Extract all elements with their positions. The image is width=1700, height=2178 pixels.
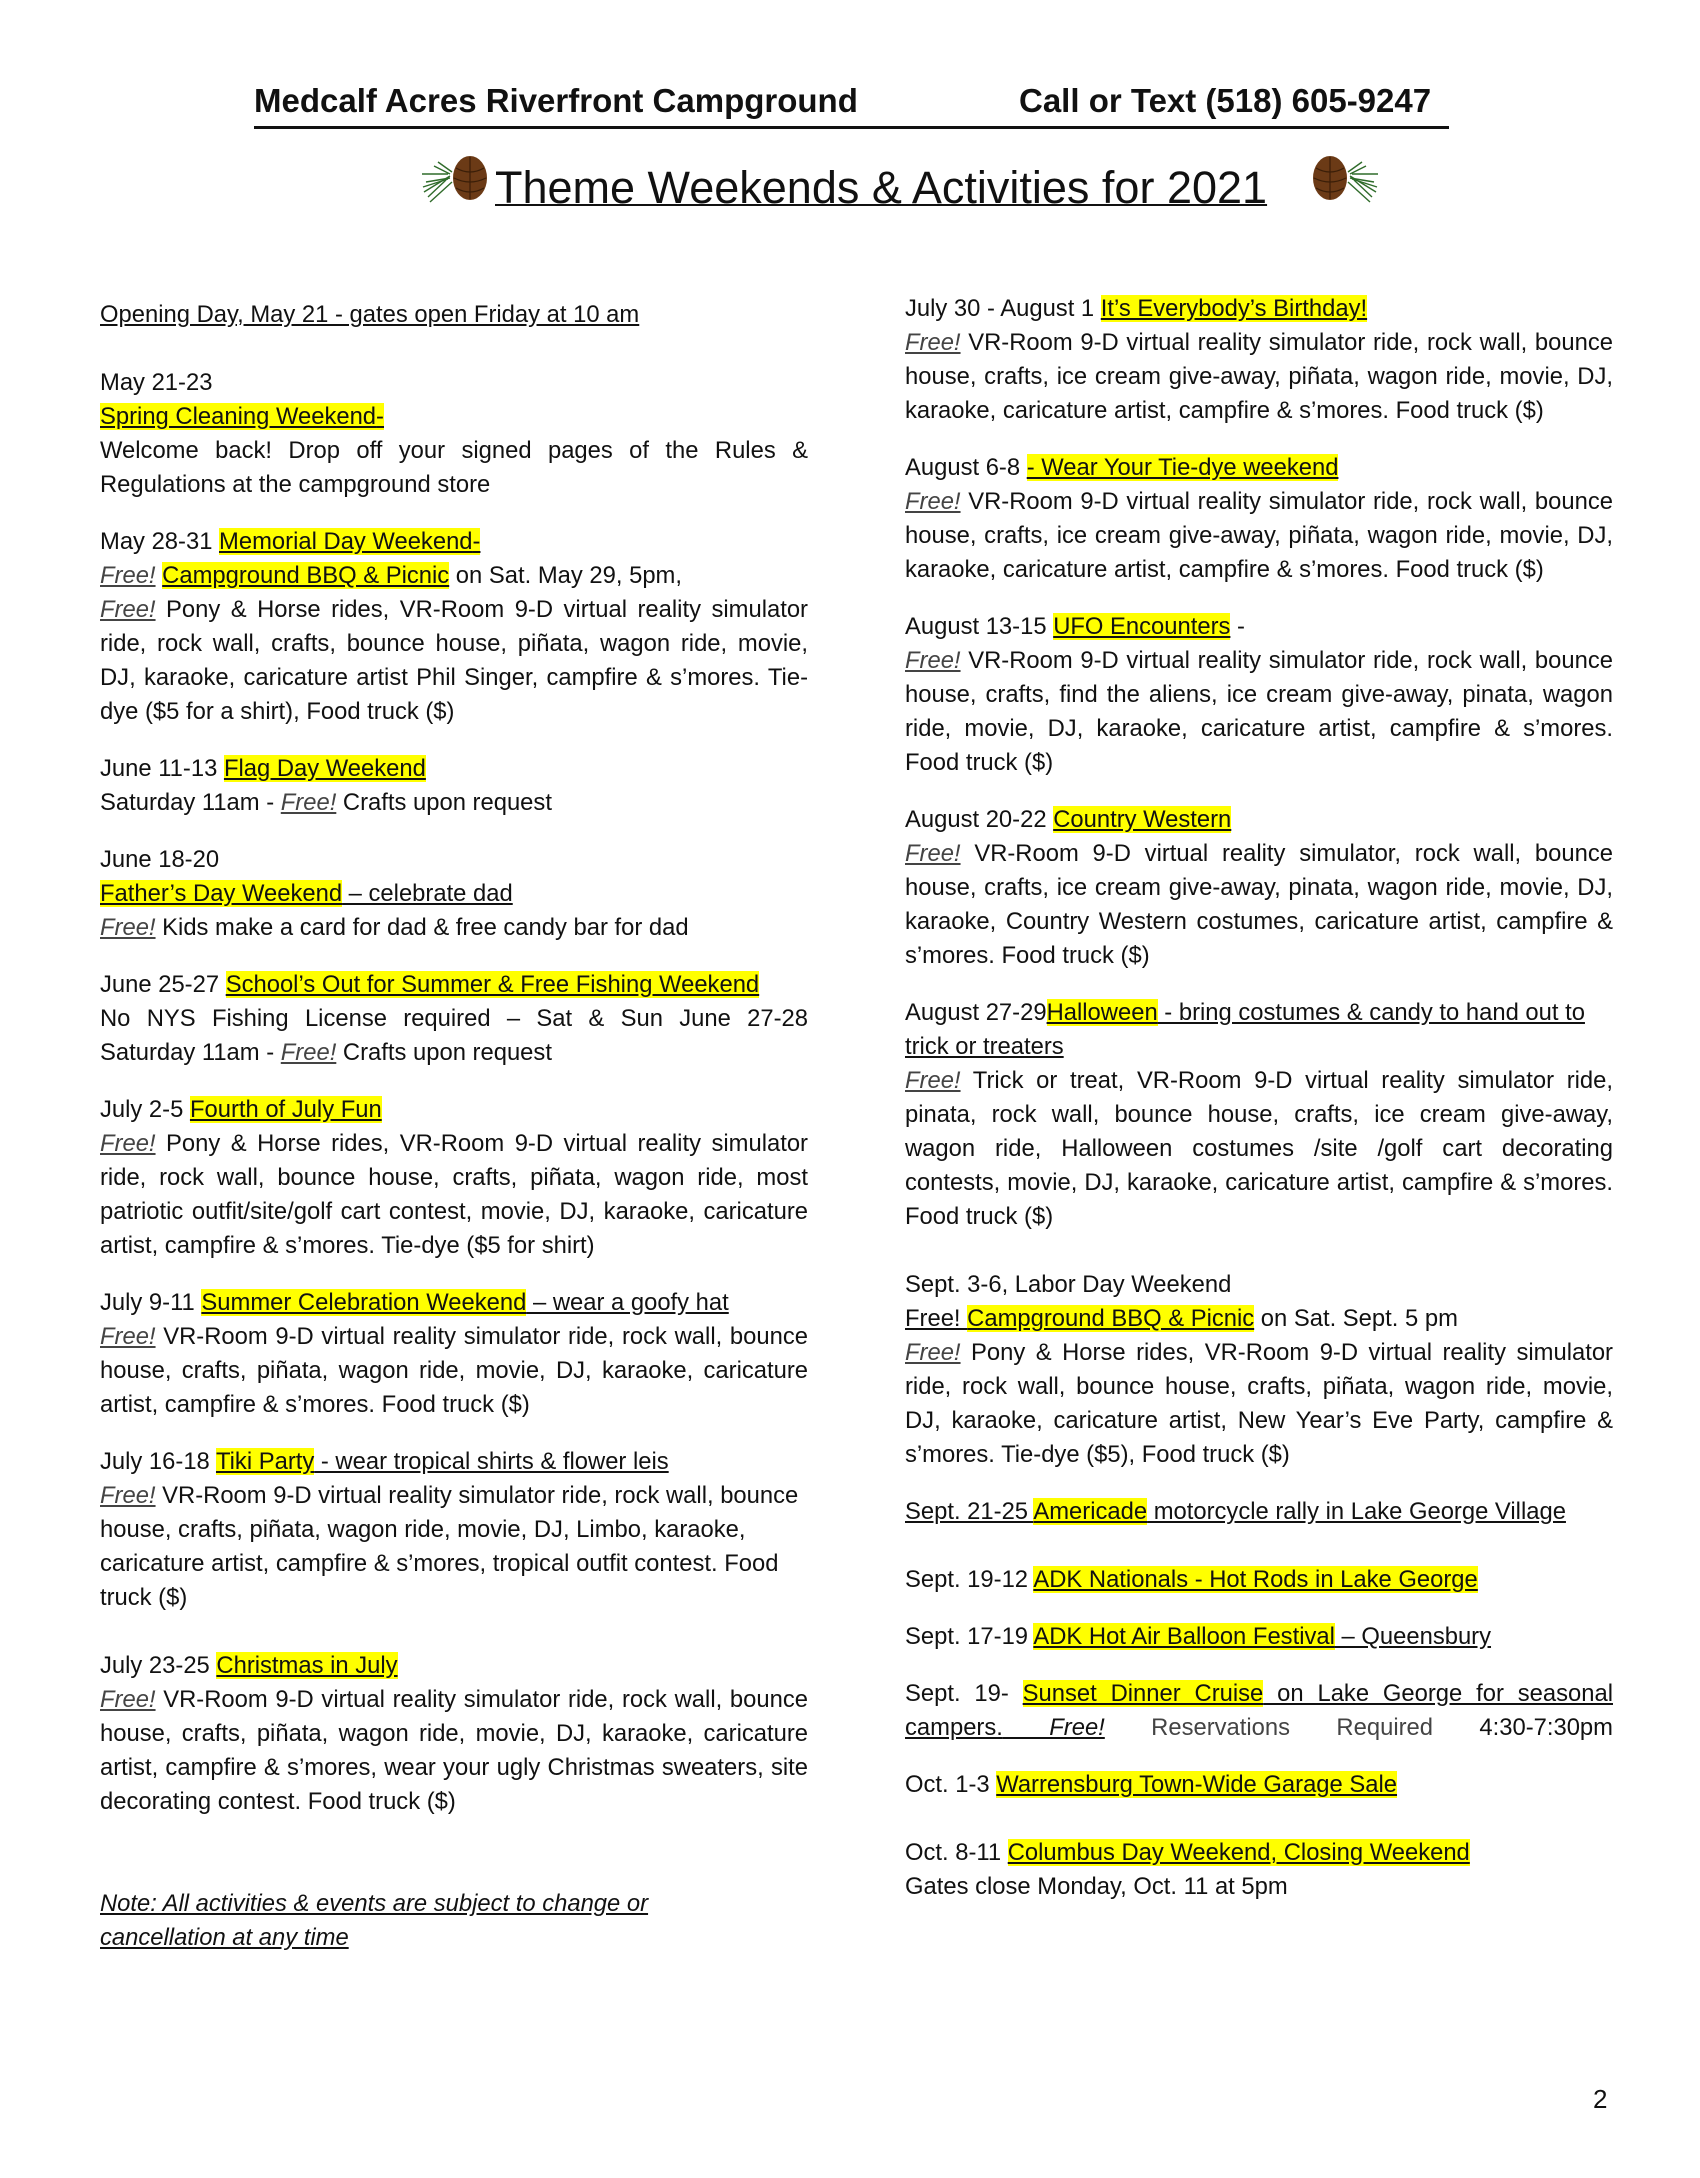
gates-close-note: Gates close Monday, Oct. 11 at 5pm xyxy=(905,1873,1288,1900)
event-description: motorcycle rally in Lake George Village xyxy=(1147,1498,1566,1525)
event-date: July 9-11 xyxy=(100,1289,202,1316)
bbq-details: on Sat. Sept. 5 pm xyxy=(1254,1305,1458,1332)
event-theme: Americade xyxy=(1033,1498,1148,1525)
event-adk-nationals xyxy=(905,1563,1613,1597)
event-date: June 18-20 xyxy=(100,846,220,873)
page-title: Theme Weekends & Activities for 2021 xyxy=(495,162,1268,213)
theme-dash: - xyxy=(376,403,384,430)
event-theme: - Wear Your Tie-dye weekend xyxy=(1026,454,1339,481)
theme-dash: - xyxy=(1230,613,1245,640)
event-theme: School’s Out for Summer & Free Fishing Weekend xyxy=(225,971,760,998)
event-theme: Father’s Day Weekend xyxy=(100,880,343,907)
event-christmas-in-july xyxy=(100,1649,808,1819)
event-tiki-party xyxy=(100,1445,808,1615)
theme-suffix: – celebrate dad xyxy=(342,880,513,907)
event-closing-weekend xyxy=(905,1836,1613,1904)
event-date: Oct. 1-3 xyxy=(905,1771,997,1798)
crafts-text: Crafts upon request xyxy=(336,789,552,816)
pinecone-icon xyxy=(1300,152,1380,214)
title-row xyxy=(420,150,1380,230)
event-theme: It’s Everybody’s Birthday! xyxy=(1100,295,1368,322)
crafts-time: Saturday 11am - xyxy=(100,789,281,816)
bbq-highlight: Campground BBQ & Picnic xyxy=(967,1305,1255,1332)
event-flag-day xyxy=(100,752,808,820)
event-date: May 21-23 xyxy=(100,369,213,396)
event-theme: Christmas in July xyxy=(216,1652,398,1679)
event-theme: Tiki Party xyxy=(215,1448,315,1475)
event-description: VR-Room 9-D virtual reality simulator ride, rock wall, bounce house, crafts, ice cream give-away, piñata, wagon ride, movie, DJ, karaoke, caricature artist, campfire & s’mores. Food truck ($) xyxy=(905,329,1613,424)
opening-day-text: Opening Day, May 21 - gates open Friday at 10 am xyxy=(100,301,640,328)
free-label: Free! xyxy=(905,1067,961,1094)
event-date: July 16-18 xyxy=(100,1448,216,1475)
event-date: August 6-8 xyxy=(905,454,1027,481)
license-note: No NYS Fishing License required – Sat & Sun June 27-28 xyxy=(100,1005,808,1032)
page-header xyxy=(254,82,1449,129)
event-theme: Halloween xyxy=(1046,999,1158,1026)
crafts-time: Saturday 11am - xyxy=(100,1039,281,1066)
event-date: Sept. 21-25 xyxy=(905,1498,1034,1525)
event-summer-celebration xyxy=(100,1286,808,1422)
event-date: Oct. 8-11 xyxy=(905,1839,1008,1866)
event-theme: Sunset Dinner Cruise xyxy=(1022,1680,1264,1707)
event-country-western xyxy=(905,803,1613,973)
right-column xyxy=(905,292,1613,1927)
bbq-details: on Sat. May 29, 5pm, xyxy=(449,562,682,589)
theme-suffix: - wear tropical shirts & flower leis xyxy=(314,1448,669,1475)
event-date: Sept. 19- xyxy=(905,1680,1023,1707)
event-date: May 28-31 xyxy=(100,528,220,555)
free-label: Free! xyxy=(280,1039,337,1066)
event-theme: Spring Cleaning Weekend xyxy=(100,403,377,430)
event-date: July 2-5 xyxy=(100,1096,190,1123)
free-label: Free! xyxy=(100,562,156,589)
event-labor-day xyxy=(905,1268,1613,1472)
reservation-note: Reservations Required xyxy=(1104,1714,1433,1741)
free-label: Free! xyxy=(905,1305,968,1332)
free-label: Free! xyxy=(100,914,156,941)
event-date: July 23-25 xyxy=(100,1652,217,1679)
event-theme: Memorial Day Weekend xyxy=(219,528,473,555)
event-description: Pony & Horse rides, VR-Room 9-D virtual reality simulator ride, rock wall, bounce house, crafts, piñata, wagon ride, most patriotic outfit/site/golf cart contest, movie, DJ, karaoke, caricature artist, campfire & s’mores. Tie-dye ($5 for shirt) xyxy=(100,1130,808,1259)
event-description: Pony & Horse rides, VR-Room 9-D virtual reality simulator ride, rock wall, crafts, bounce house, piñata, wagon ride, movie, DJ, karaoke, caricature artist Phil Singer, campfire & s’mores. Tie-dye ($5 for a shirt), Food truck ($) xyxy=(100,596,808,725)
free-label: Free! xyxy=(100,1323,156,1350)
event-date: August 27-29 xyxy=(905,999,1047,1026)
crafts-text: Crafts upon request xyxy=(336,1039,552,1066)
event-date: Sept. 17-19 xyxy=(905,1623,1034,1650)
event-spring-cleaning xyxy=(100,366,808,502)
event-fourth-of-july xyxy=(100,1093,808,1263)
free-label: Free! xyxy=(1002,1714,1105,1741)
free-label: Free! xyxy=(100,1130,156,1157)
event-ufo-encounters xyxy=(905,610,1613,780)
free-label: Free! xyxy=(905,488,961,515)
event-description: VR-Room 9-D virtual reality simulator, rock wall, bounce house, crafts, ice cream give-away, pinata, wagon ride, movie, DJ, karaoke, Country Western costumes, caricature artist, campfire & s’mores. Food truck ($) xyxy=(905,840,1613,969)
opening-day xyxy=(100,298,808,332)
event-date: June 11-13 xyxy=(100,755,224,782)
event-description: VR-Room 9-D virtual reality simulator ride, rock wall, bounce house, crafts, ice cream give-away, piñata, wagon ride, movie, DJ, karaoke, caricature artist, campfire & s’mores. Food truck ($) xyxy=(905,488,1613,583)
event-description: VR-Room 9-D virtual reality simulator ride, rock wall, bounce house, crafts, find the aliens, ice cream give-away, pinata, wagon ride, movie, DJ, karaoke, caricature artist, campfire & s’mores. Food truck ($) xyxy=(905,647,1613,776)
event-date: August 13-15 xyxy=(905,613,1054,640)
event-date: Sept. 3-6, Labor Day Weekend xyxy=(905,1271,1232,1298)
event-description: VR-Room 9-D virtual reality simulator ride, rock wall, bounce house, crafts, piñata, wagon ride, movie, DJ, Limbo, karaoke, caricature artist, campfire & s’mores, tropical outfit contest. Food truck ($) xyxy=(100,1482,799,1611)
phone-number: Call or Text (518) 605-9247 xyxy=(1019,82,1432,119)
free-label: Free! xyxy=(905,329,961,356)
left-column xyxy=(100,298,808,1955)
free-label: Free! xyxy=(905,1339,961,1366)
free-label: Free! xyxy=(100,596,156,623)
event-date: August 20-22 xyxy=(905,806,1054,833)
event-date: July 30 - August 1 xyxy=(905,295,1101,322)
event-description: Kids make a card for dad & free candy bar for dad xyxy=(155,914,689,941)
bbq-highlight: Campground BBQ & Picnic xyxy=(162,562,450,589)
theme-suffix: – wear a goofy hat xyxy=(526,1289,729,1316)
event-date: June 25-27 xyxy=(100,971,226,998)
event-fathers-day xyxy=(100,843,808,945)
event-garage-sale xyxy=(905,1768,1613,1802)
event-description: Trick or treat, VR-Room 9-D virtual reality simulator ride, pinata, rock wall, bounce house, crafts, ice cream give-away, wagon ride, Halloween costumes /site /golf cart decorating contests, movie, DJ, karaoke, caricature artist, campfire & s’mores. Food truck ($) xyxy=(905,1067,1613,1230)
event-tie-dye xyxy=(905,451,1613,587)
theme-suffix: – Queensbury xyxy=(1334,1623,1492,1650)
theme-suffix: - bring costumes & candy to hand out to trick or treaters xyxy=(905,999,1585,1060)
free-label: Free! xyxy=(280,789,337,816)
disclaimer-note: Note: All activities & events are subject to change or cancellation at any time xyxy=(100,1890,649,1951)
event-description: Pony & Horse rides, VR-Room 9-D virtual reality simulator ride, rock wall, bounce house, crafts, piñata, wagon ride, movie, DJ, karaoke, caricature artist, New Year’s Eve Party, campfire & s’mores. Tie-dye ($5), Food truck ($) xyxy=(905,1339,1613,1468)
event-theme: Flag Day Weekend xyxy=(223,755,426,782)
event-theme: Country Western xyxy=(1053,806,1232,833)
free-label: Free! xyxy=(905,840,961,867)
event-theme: ADK Hot Air Balloon Festival xyxy=(1033,1623,1335,1650)
event-americade xyxy=(905,1495,1613,1529)
event-balloon-festival xyxy=(905,1620,1613,1654)
event-description: VR-Room 9-D virtual reality simulator ride, rock wall, bounce house, crafts, piñata, wagon ride, movie, DJ, karaoke, caricature artist, campfire & s’mores, wear your ugly Christmas sweaters, site decorating contest. Food truck ($) xyxy=(100,1686,808,1815)
event-memorial-day xyxy=(100,525,808,729)
event-description: VR-Room 9-D virtual reality simulator ride, rock wall, bounce house, crafts, piñata, wagon ride, movie, DJ, karaoke, caricature artist, campfire & s’mores. Food truck ($) xyxy=(100,1323,808,1418)
event-theme: ADK Nationals - Hot Rods in Lake George xyxy=(1033,1566,1478,1593)
event-theme: Summer Celebration Weekend xyxy=(201,1289,527,1316)
event-description: Welcome back! Drop off your signed pages of the Rules & Regulations at the campground store xyxy=(100,437,808,498)
event-theme: Warrensburg Town-Wide Garage Sale xyxy=(996,1771,1398,1798)
page-number: 2 xyxy=(1593,2084,1608,2114)
campground-name: Medcalf Acres Riverfront Campground xyxy=(254,82,858,119)
free-label: Free! xyxy=(100,1686,156,1713)
event-theme: Columbus Day Weekend, Closing Weekend xyxy=(1007,1839,1470,1866)
event-description: on Lake George for seasonal campers. xyxy=(905,1680,1613,1741)
free-label: Free! xyxy=(100,1482,156,1509)
event-everybodys-birthday xyxy=(905,292,1613,428)
event-halloween xyxy=(905,996,1613,1234)
pinecone-icon xyxy=(420,152,500,214)
event-sunset-cruise xyxy=(905,1677,1613,1745)
free-label: Free! xyxy=(905,647,961,674)
event-theme: UFO Encounters xyxy=(1053,613,1231,640)
cruise-time: 4:30-7:30pm xyxy=(1433,1714,1613,1741)
event-date: Sept. 19-12 xyxy=(905,1566,1034,1593)
event-schools-out xyxy=(100,968,808,1070)
event-theme: Fourth of July Fun xyxy=(189,1096,382,1123)
theme-dash: - xyxy=(472,528,481,555)
